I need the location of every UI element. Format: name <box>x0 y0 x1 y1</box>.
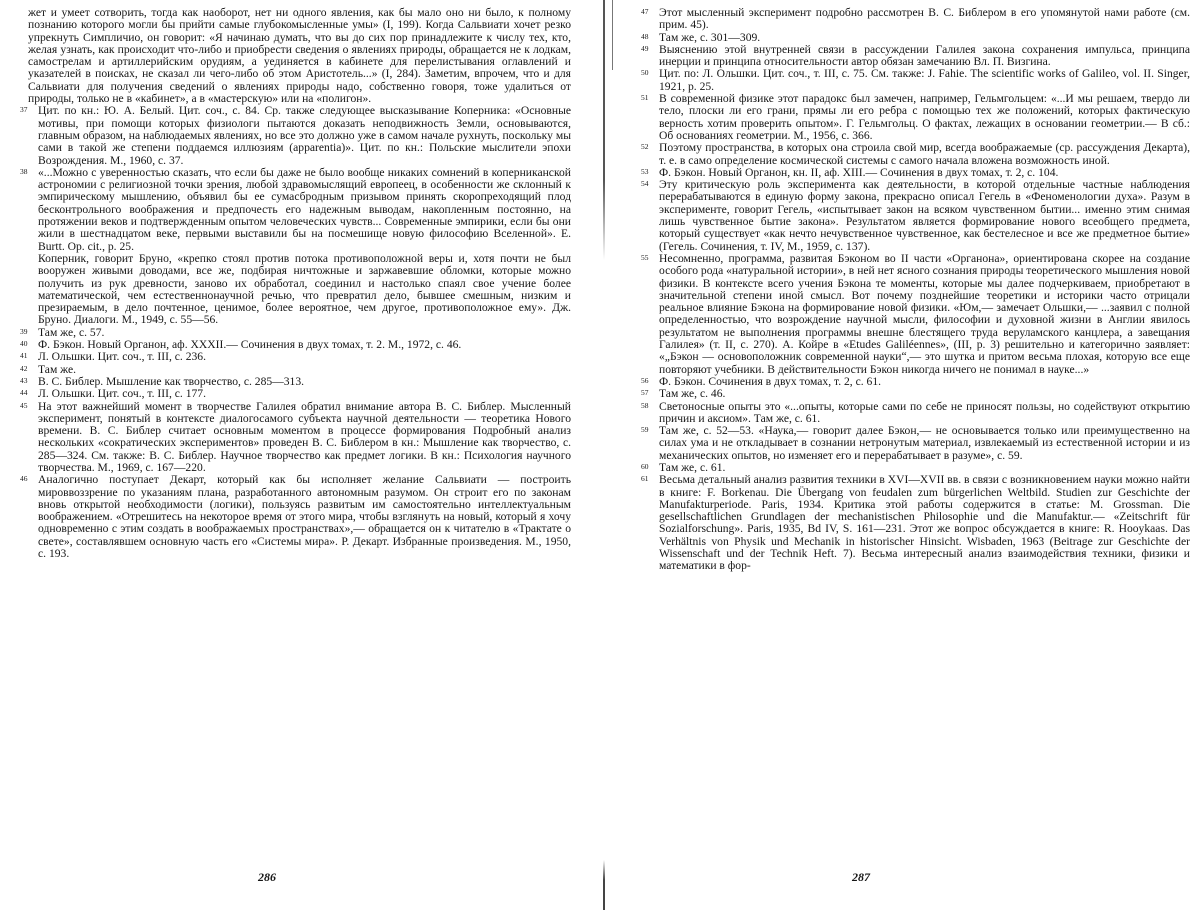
footnote-text: Л. Ольшки. Цит. соч., т. III, с. 177. <box>38 387 207 401</box>
footnote-text: Аналогично поступает Декарт, который как бы исполняет желание Сальвиати — построить мироввоззрение по указаниям плана, разработанного автономным разумом. Он строит его по законам вновь открытой необходимости (логики), пользуясь развитым им самостоятельно интеллектуальным воображением. «Отрешитесь на некоторое время от этого мира, чтобы взглянуть на новый, который я хочу одновременно с этим создать в воображаемых пространствах»,— обращается он к читателю в «Трактате о свете», составлявшем основную часть его «Системы мира». Р. Декарт. Избранные произведения. М., 1950, с. 193. <box>38 473 571 561</box>
footnote-text: Там же, с. 61. <box>659 460 726 474</box>
footnote-text: Цит. по кн.: Ю. А. Белый. Цит. соч., с. 84. Ср. также следующее высказывание Коперника: «Основные мотивы, при помощи которых физиологи пытаются доказать неподвижность Земли, основываются, главным образом, на наблюдаемых явлениях, но все это должно уже в самом начале рухнуть, поскольку мы сами в такой же степени поддаемся иллюзиям (apparentia)». Цит. по кн.: Польские мыслители эпохи Возрождения. М., 1960, с. 37. <box>38 104 571 167</box>
footnote <box>641 178 1190 253</box>
footnote-number: 52 <box>641 142 649 152</box>
footnote <box>641 473 1190 573</box>
footnote-text: Светоносные опыты это «...опыты, которые сами по себе не приносят пользы, но содействуют открытию причин и аксиом». Там же, с. 61. <box>659 399 1190 425</box>
footnote-text: Несомненно, программа, развитая Бэконом во II части «Органона», ориентирована скорее на создание особого рода «натуральной истории», в ней нет ясного сознания природы теоретического мышления новой физики. В контексте всего учения Бэкона те моменты, которые мы далее подчеркиваем, приобретают в значительной степени иной смысл. Вот почему позднейшие теоретики и историки часто отрицали реальное влияние Бэкона на формирование новой физики. «Юм,— замечает Ольшки,— ...заявил с полной определенностью, что возрождение научной мысли, философии и духовной жизни в Англии явилось результатом не выполнения программы внешне блестящего труда веруламского канцлера, а завещания Галилея» (т. II, с. 270). А. Койре в «Etudes Galiléennes», (III, p. 3) решительно и категорично заявляет: «„Бэкон — основоположник современной науки“,— это шутка и притом весьма плохая, которую все еще повторяют учебники. В действительности Бэкон никогда ничего не понимал в науке...» <box>659 251 1190 376</box>
footnote <box>20 104 571 167</box>
footnote-number: 50 <box>641 68 649 78</box>
footnote-text: Поэтому пространства, в которых она строила свой мир, всегда воображаемые (ср. рассуждения Декарта), т. е. в само определение космической системы с самого начала вложена возможность иной. <box>659 141 1190 167</box>
footnote-text: Цит. по: Л. Ольшки. Цит. соч., т. III, с. 75. См. также: J. Fahie. The scientific works of Galileo, vol. II. Singer, 1921, p. 25. <box>659 67 1190 93</box>
footnote-text: На этот важнейший момент в творчестве Галилея обратил внимание автора В. С. Библер. Мысленный эксперимент, понятый в контексте диалогосамого субъекта научной деятельности — теоретика Нового времени. В. С. Библер считает основным моментом в процессе формирования Подробный анализ нескольких «сократических экспериментов» проведен В. С. Библером в кн.: Мышление как творчество, с. 285—324. См. также: В. С. Библер. Научное творчество как предмет логики. В кн.: Психология научного творчества. М., 1969, с. 167—220. <box>38 399 571 474</box>
footnote-number: 54 <box>641 179 649 189</box>
footnote-text: Эту критическую роль эксперимента как деятельности, в которой отдельные частные наблюдения перерабатываются в единую форму закона, прекрасно описал Гегель в «Феноменологии духа». Разум в эксперименте, говорит Гегель, «испытывает закон на всяком чувственном бытии... именно этим снимая лишь чувственное бытие закона». Результатом является формирование нового всеобщего предмета, который существует «как нечто нечувственное чувственное, как бестелесное и все же предметное бытие» (Гегель. Сочинения, т. IV, М., 1959, с. 137). <box>659 178 1190 253</box>
page-number: 286 <box>258 870 276 884</box>
footnote-number: 38 <box>20 166 28 176</box>
footnote-number: 57 <box>641 388 649 398</box>
footnote-text: Там же. <box>38 362 77 376</box>
page-number: 287 <box>852 870 870 884</box>
footnote-number: 59 <box>641 425 649 435</box>
left-page-text <box>20 6 571 561</box>
intro-paragraph: жет и умеет сотворить, тогда как наоборот, нет ни одного явления, как бы мало оно ни было, к полному познанию которого могли бы прийти самые глубокомысленные умы» (I, 199). Когда Сальвиати хочет резко упрекнуть Симпличио, он говорит: «Я начинаю думать, что вы до сих пор принадлежите к числу тех, кто, желая узнать, как происходит что-либо и приобрести сведения о явлениях природы, обращается не к лодкам, самострелам и артиллерийским орудиям, а уединяется в кабинете для перелистывания оглавлений и указателей в поисках, не сказал ли чего-либо об этом Аристотель...» (I, 284). Заметим, впрочем, что и для Сальвиати для получения сведений о явлениях природы надо, собственно говоря, тоже удалиться от природы, только не в «кабинет», а в «мастерскую» или на «полигон». <box>28 6 571 106</box>
footnote-number: 47 <box>641 7 649 16</box>
footnote-text: Там же, с. 52—53. «Наука,— говорит далее Бэкон,— не основывается только или преимущественно на силах ума и не откладывает в сознании нетронутым материал, извлекаемый из естественной истории и из механических опытов, но изменяет его и перерабатывает в разуме», с. 59. <box>659 424 1190 462</box>
footnote <box>641 424 1190 462</box>
footnote <box>641 399 1190 426</box>
footnote-text: Л. Ольшки. Цит. соч., т. III, с. 236. <box>38 350 207 364</box>
footnote-text: Там же, с. 57. <box>38 325 105 339</box>
footnote-text: Ф. Бэкон. Сочинения в двух томах, т. 2, с. 61. <box>659 374 882 388</box>
footnote-text: Этот мысленный эксперимент подробно рассмотрен В. С. Библером в его упомянутой нами работе (см. прим. 45). <box>659 6 1190 32</box>
footnote-number: 48 <box>641 31 649 41</box>
footnote-number: 42 <box>20 363 28 373</box>
left-notes-list <box>20 104 571 561</box>
footnote-number: 55 <box>641 252 649 262</box>
footnote-number: 46 <box>20 474 28 484</box>
footnote-number: 37 <box>20 105 28 115</box>
footnote-number: 61 <box>641 474 649 484</box>
footnote <box>641 6 1190 32</box>
footnote-text: «...Можно с уверенностью сказать, что если бы даже не было вообще никаких сомнений в коперниканской астрономии с религиозной точки зрения, любой здравомыслящий европеец, в особенности же склонный к эмпирическому мышлению, объявил бы ее сумасбродным призывом принять скоропреходящий плод бесконтрольного воображения и предпочесть его надежным выводам, накопленным постоянно, на протяжении веков и подтвержденным опытом человеческих чувств... Современные эмпирики, если бы они жили в шестнадцатом веке, первыми выставили бы на посмешище новую философию Вселенной». E. Burtt. Op. cit., p. 25. <box>38 165 571 253</box>
right-page <box>600 0 1200 910</box>
footnote-number: 44 <box>20 388 28 398</box>
footnote-text: Ф. Бэкон. Новый Органон, аф. XXXII.— Сочинения в двух томах, т. 2. М., 1972, с. 46. <box>38 338 462 352</box>
footnote-number: 43 <box>20 375 28 385</box>
footnote-number: 40 <box>20 339 28 349</box>
footnote <box>28 253 571 327</box>
footnote-number: 45 <box>20 400 28 410</box>
footnote-number: 56 <box>641 375 649 385</box>
footnote <box>641 374 1190 388</box>
footnote-text: Там же, с. 301—309. <box>659 30 761 44</box>
footnote <box>641 141 1190 167</box>
right-page-text <box>641 6 1190 573</box>
footnote-number: 41 <box>20 351 28 361</box>
footnote <box>641 42 1190 69</box>
footnote-number: 53 <box>641 166 649 176</box>
footnote-number: 51 <box>641 93 649 103</box>
right-notes-list <box>641 6 1190 573</box>
footnote <box>641 67 1190 93</box>
footnote-text: В. С. Библер. Мышление как творчество, с. 285—313. <box>38 374 305 388</box>
footnote-text: Коперник, говорит Бруно, «крепко стоял против потока противоположной веры и, хотя почти не был вооружен живыми доводами, все же, подбирая ничтожные и заржавевшие обломки, которые можно получить из рук древности, заново их обработал, соединил и настолько спаял свое учение более математической, чем естественнонаучной речью, что превратил дело, бывшее смешным, низким и презираемым, в дело почтенное, ценимое, более вероятное, чем другое, противоположное ему». Дж. Бруно. Диалоги. М., 1949, с. 55—56. <box>38 251 571 327</box>
footnote <box>20 473 571 561</box>
footnote-text: Ф. Бэкон. Новый Органон, кн. II, аф. XIII.— Сочинения в двух томах, т. 2, с. 104. <box>659 165 1059 179</box>
footnote-number: 49 <box>641 43 649 53</box>
footnote-number: 39 <box>20 326 28 336</box>
footnote-number: 60 <box>641 461 649 471</box>
footnote <box>20 399 571 475</box>
footnote <box>20 165 571 253</box>
footnote <box>20 350 571 364</box>
footnote <box>641 251 1190 376</box>
footnote-text: Весьма детальный анализ развития техники в XVI—XVII вв. в связи с возникновением науки можно найти в книге: F. Borkenau. Die Übergang von feudalen zum bürgerlichen Weltbild. Studien zur Geschichte der Manufakturperiode. Paris, 1934. Критика этой работы содержится в статье: M. Grossman. Die gesellschaftlichen Grundlagen der mechanistischen Philosophie und die Manufaktur.— «Zeitschrift für Sozialforschung». Paris, 1935, Bd IV, S. 161—231. Этот же вопрос обсуждается в книге: R. Hooykaas. Das Verhältnis von Physik und Mechanik in historischer Hinsicht. Wisbaden, 1963 (Beitrage zur Geschichte der Wissenschaft und der Technik Heft. 7). Весьма интересный анализ взаимодействия техники, физики и математики в фор- <box>659 473 1190 573</box>
footnote-text: Выяснению этой внутренней связи в рассуждении Галилея закона сохранения импульса, принципа инерции и принципа относительности автор обязан замечанию Вл. П. Визгина. <box>659 42 1190 69</box>
footnote-number: 58 <box>641 400 649 410</box>
footnote-text: Там же, с. 46. <box>659 387 726 401</box>
footnote <box>641 92 1190 142</box>
footnote-text: В современной физике этот парадокс был замечен, например, Гельмгольцем: «...И мы решаем, твердо ли тело, плоски ли его грани, прямы ли его ребра с помощью тех же положений, которых фактическую верность хотим проверить опытом». Г. Гельмгольц. О фактах, лежащих в основании геометрии.— В сб.: Об основаниях геометрии. М., 1956, с. 366. <box>659 92 1190 142</box>
